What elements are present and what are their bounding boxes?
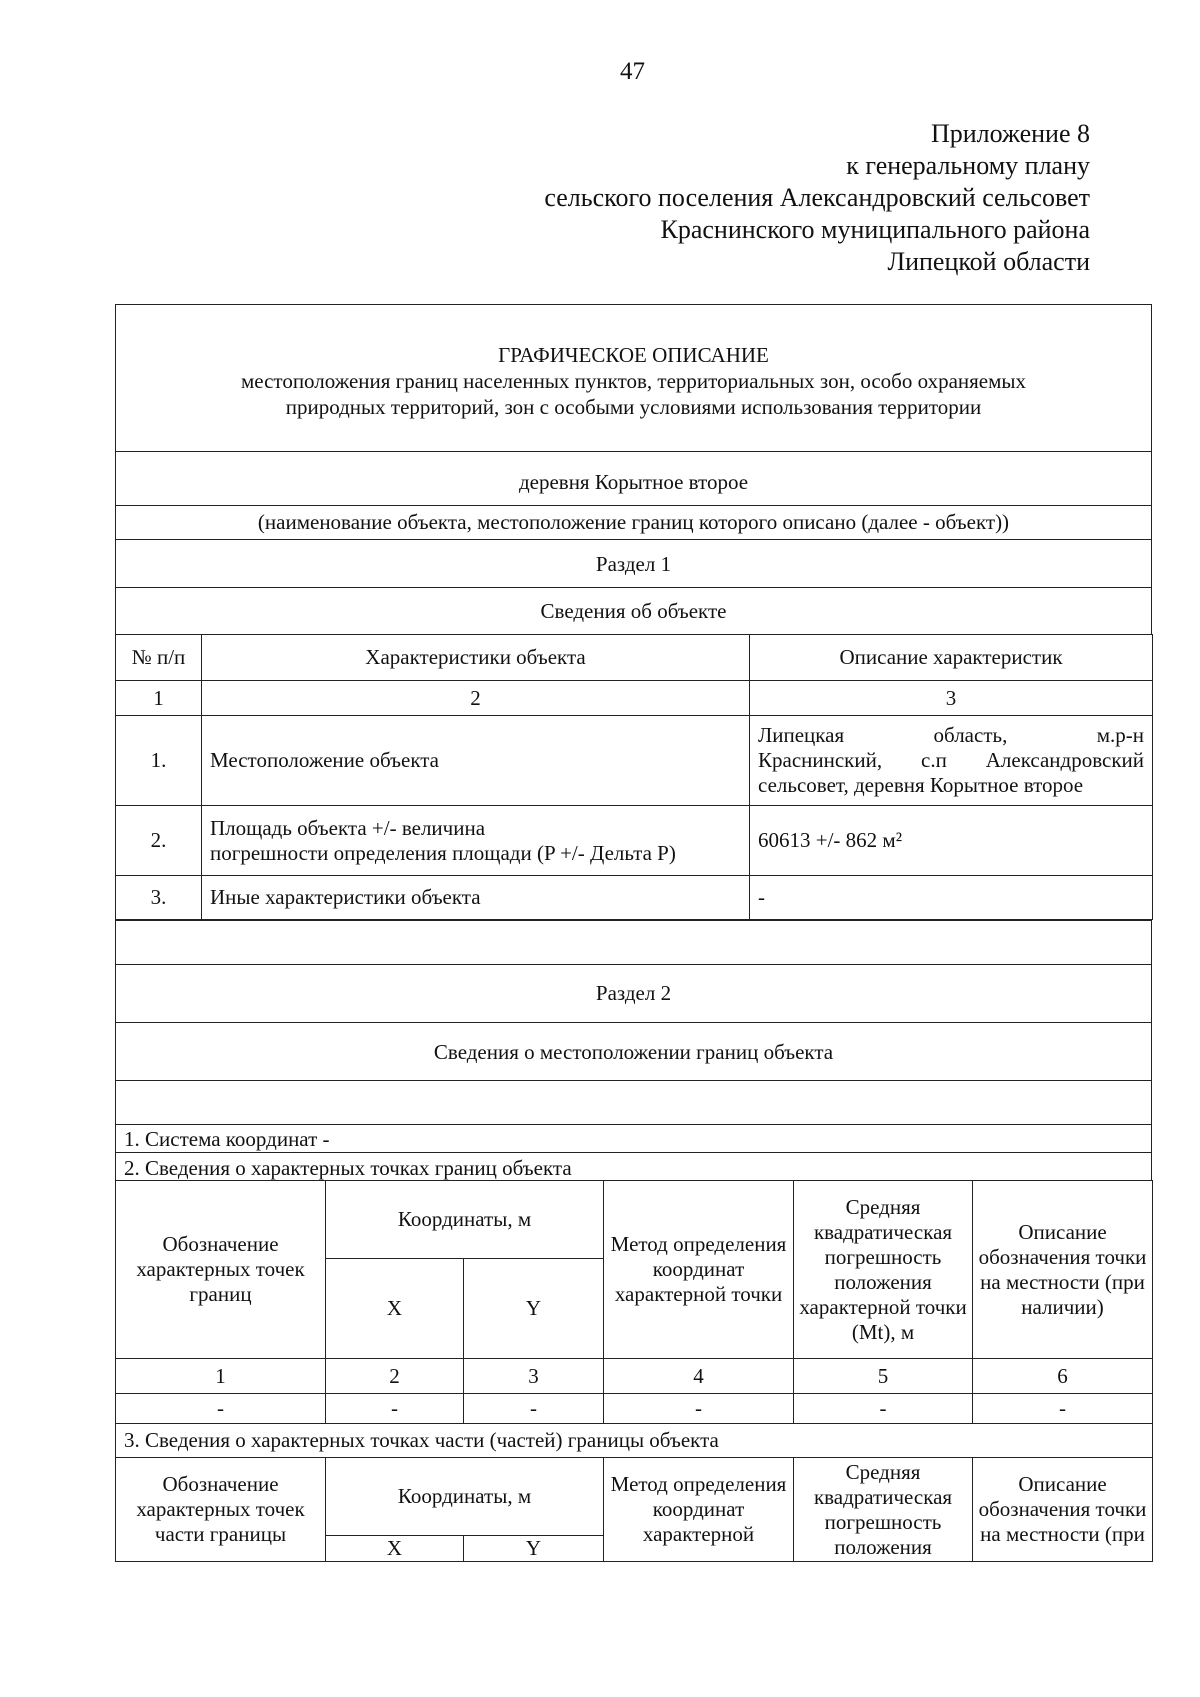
table-row	[116, 876, 1153, 920]
points-title-row	[116, 1152, 1151, 1180]
section2-title-row	[116, 964, 1151, 1022]
section1-title: Раздел 1	[595, 552, 672, 576]
column-number: 5	[794, 1359, 973, 1394]
column-number: 3	[464, 1359, 604, 1394]
value-line: Липецкая область, м.р-н	[758, 723, 1144, 747]
name-line: Площадь объекта +/- величина	[210, 815, 486, 840]
section1-subtitle-row	[116, 587, 1151, 635]
object-name: деревня Корытное второе	[518, 470, 749, 494]
section2-title: Раздел 2	[595, 981, 672, 1005]
form-subtitle-line: природных территорий, зон с особыми условиями использования территории	[285, 395, 982, 419]
form-frame-top	[115, 304, 1152, 635]
table-cell: -	[116, 1394, 326, 1424]
object-name-row	[116, 451, 1151, 505]
empty-row	[116, 1080, 1151, 1124]
characteristic-name	[202, 806, 750, 876]
column-header: Средняя квадратическая погрешность положения характерной точки (Mt), м	[794, 1181, 973, 1359]
table-cell: -	[973, 1394, 1153, 1424]
column-header: Y	[464, 1536, 604, 1562]
column-header: Описание характеристик	[750, 635, 1153, 681]
row-number: 3.	[116, 876, 202, 920]
column-number: 1	[116, 1359, 326, 1394]
empty-row	[116, 920, 1151, 964]
column-number: 6	[973, 1359, 1153, 1394]
column-header: Координаты, м	[326, 1181, 604, 1259]
section1-subtitle: Сведения об объекте	[540, 599, 727, 623]
appendix-line: к генеральному плану	[846, 151, 1090, 180]
appendix-line: Липецкой области	[887, 247, 1090, 276]
table-header-row	[116, 1458, 1153, 1536]
column-header: Характеристики объекта	[202, 635, 750, 681]
column-number-row	[116, 1359, 1153, 1394]
coordinate-system-row	[116, 1124, 1151, 1152]
parts-title: 3. Сведения о характерных точках части (частей) границы объекта	[116, 1424, 1153, 1458]
table-row	[116, 806, 1153, 876]
column-header: Средняя квадратическая погрешность положения	[794, 1458, 973, 1562]
column-header: Описание обозначения точки на местности (при	[973, 1458, 1153, 1562]
object-caption: (наименование объекта, местоположение границ которого описано (далее - объект))	[257, 510, 1010, 534]
appendix-line: сельского поселения Александровский сельсовет	[544, 183, 1090, 212]
table-row	[116, 716, 1153, 806]
section2-subtitle-row	[116, 1022, 1151, 1080]
form-frame-middle	[115, 920, 1152, 1180]
characteristic-name: Местоположение объекта	[202, 716, 750, 806]
table-cell: -	[464, 1394, 604, 1424]
table-cell: -	[604, 1394, 794, 1424]
characteristic-name: Иные характеристики объекта	[202, 876, 750, 920]
column-header: Описание обозначения точки на местности (при наличии)	[973, 1181, 1153, 1359]
column-number: 2	[202, 681, 750, 716]
value-line: сельсовет, деревня Корытное второе	[758, 773, 1084, 797]
table-cell: -	[326, 1394, 464, 1424]
points-title: 2. Сведения о характерных точках границ объекта	[124, 1156, 572, 1180]
appendix-line: Приложение 8	[930, 119, 1090, 148]
row-number: 1.	[116, 716, 202, 806]
name-line: погрешности определения площади (P +/- Дельта P)	[210, 840, 676, 865]
appendix-line: Краснинского муниципального района	[660, 215, 1090, 244]
column-header: X	[326, 1259, 464, 1359]
column-number: 4	[604, 1359, 794, 1394]
column-number: 2	[326, 1359, 464, 1394]
section2-subtitle: Сведения о местоположении границ объекта	[433, 1040, 834, 1064]
column-header: № п/п	[116, 635, 202, 681]
column-number: 3	[750, 681, 1153, 716]
row-number: 2.	[116, 806, 202, 876]
section1-title-row	[116, 539, 1151, 587]
column-header: X	[326, 1536, 464, 1562]
parts-title-row	[116, 1424, 1153, 1458]
characteristic-value: 60613 +/- 862 м²	[750, 806, 1153, 876]
appendix-header	[544, 118, 1090, 278]
column-header: Обозначение характерных точек границ	[116, 1181, 326, 1359]
characteristics-table	[115, 634, 1153, 920]
column-number: 1	[116, 681, 202, 716]
column-header: Метод определения координат характерной точки	[604, 1181, 794, 1359]
page-number: 47	[620, 58, 645, 85]
table-header-row	[116, 1181, 1153, 1259]
column-header: Обозначение характерных точек части границы	[116, 1458, 326, 1562]
column-header: Координаты, м	[326, 1458, 604, 1536]
table-row	[116, 1394, 1153, 1424]
coordinate-system: 1. Система координат -	[124, 1127, 330, 1151]
value-line: Краснинский, с.п Александровский	[758, 748, 1144, 772]
characteristic-value	[750, 716, 1153, 806]
characteristic-value: -	[750, 876, 1153, 920]
column-header: Y	[464, 1259, 604, 1359]
form-title: ГРАФИЧЕСКОЕ ОПИСАНИЕ	[498, 343, 769, 367]
object-caption-row	[116, 505, 1151, 539]
column-number-row	[116, 681, 1153, 716]
form-subtitle-line: местоположения границ населенных пунктов, территориальных зон, особо охраняемых	[240, 369, 1027, 393]
table-cell: -	[794, 1394, 973, 1424]
column-header: Метод определения координат характерной	[604, 1458, 794, 1562]
boundary-points-table	[115, 1180, 1153, 1562]
table-header-row	[116, 635, 1153, 681]
